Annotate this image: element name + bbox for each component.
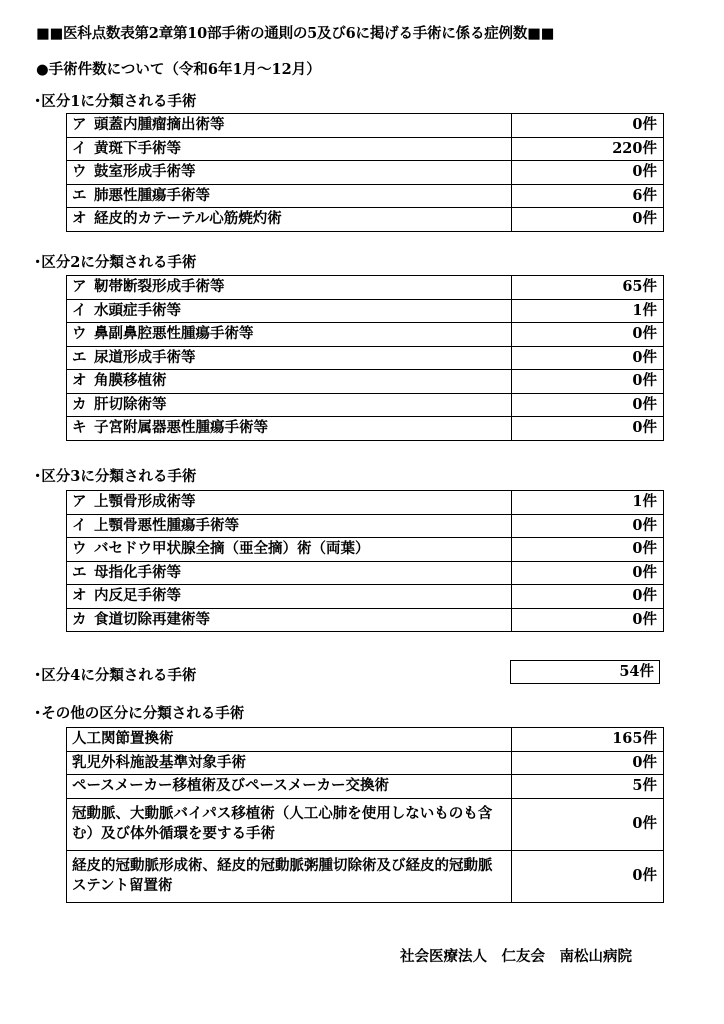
- row-count: 0件: [512, 538, 664, 562]
- row-name: カ 肝切除術等: [67, 393, 512, 417]
- row-name: 人工関節置換術: [67, 728, 512, 752]
- section4-count: 54件: [510, 660, 660, 684]
- row-name: 経皮的冠動脈形成術、経皮的冠動脈粥腫切除術及び経皮的冠動脈ステント留置術: [67, 850, 512, 902]
- other-heading: ･その他の区分に分類される手術: [34, 705, 245, 722]
- row-name: キ 子宮附属器悪性腫瘍手術等: [67, 417, 512, 441]
- table-row: [67, 585, 664, 609]
- row-name: ア 頭蓋内腫瘤摘出術等: [67, 114, 512, 138]
- table-row: [67, 393, 664, 417]
- section1-table: [66, 113, 664, 232]
- table-row: [67, 346, 664, 370]
- row-count: 0件: [512, 370, 664, 394]
- table-row: [67, 775, 664, 799]
- row-count: 0件: [512, 751, 664, 775]
- row-name: イ 水頭症手術等: [67, 299, 512, 323]
- subtitle: ●手術件数について（令和6年1月～12月）: [36, 61, 321, 78]
- page-title: ■■医科点数表第2章第10部手術の通則の5及び6に掲げる手術に係る症例数■■: [36, 25, 555, 42]
- table-row: [67, 417, 664, 441]
- row-name: オ 角膜移植術: [67, 370, 512, 394]
- section2-heading: ･区分2に分類される手術: [34, 254, 197, 271]
- table-row: [67, 276, 664, 300]
- section4-heading: ･区分4に分類される手術: [34, 667, 197, 684]
- table-row: [67, 114, 664, 138]
- table-row: [67, 728, 664, 752]
- row-count: 65件: [512, 276, 664, 300]
- row-name: ウ バセドウ甲状腺全摘（亜全摘）術（両葉）: [67, 538, 512, 562]
- row-name: エ 肺悪性腫瘍手術等: [67, 184, 512, 208]
- row-count: 165件: [512, 728, 664, 752]
- row-name: ア 上顎骨形成術等: [67, 491, 512, 515]
- row-count: 0件: [512, 346, 664, 370]
- row-count: 6件: [512, 184, 664, 208]
- table-row: [67, 538, 664, 562]
- table-row: [67, 491, 664, 515]
- table-row: [67, 751, 664, 775]
- row-count: 0件: [512, 561, 664, 585]
- row-count: 0件: [512, 161, 664, 185]
- row-name: エ 母指化手術等: [67, 561, 512, 585]
- row-name: ウ 鼓室形成手術等: [67, 161, 512, 185]
- table-row: [67, 608, 664, 632]
- row-name: 乳児外科施設基準対象手術: [67, 751, 512, 775]
- row-name: ア 靭帯断裂形成手術等: [67, 276, 512, 300]
- section2-table: [66, 275, 664, 441]
- row-name: ペースメーカー移植術及びペースメーカー交換術: [67, 775, 512, 799]
- section1-heading: ･区分1に分類される手術: [34, 93, 197, 110]
- row-count: 0件: [512, 114, 664, 138]
- row-name: 冠動脈、大動脈バイパス移植術（人工心肺を使用しないものも含む）及び体外循環を要する手術: [67, 798, 512, 850]
- row-count: 0件: [512, 514, 664, 538]
- row-count: 1件: [512, 491, 664, 515]
- row-name: オ 内反足手術等: [67, 585, 512, 609]
- table-row: [67, 798, 664, 850]
- table-row: [67, 850, 664, 902]
- table-row: [67, 184, 664, 208]
- row-count: 0件: [512, 798, 664, 850]
- row-count: 0件: [512, 393, 664, 417]
- row-count: 220件: [512, 137, 664, 161]
- row-count: 0件: [512, 417, 664, 441]
- row-count: 0件: [512, 608, 664, 632]
- table-row: [67, 323, 664, 347]
- row-name: イ 上顎骨悪性腫瘍手術等: [67, 514, 512, 538]
- table-row: [67, 514, 664, 538]
- row-name: カ 食道切除再建術等: [67, 608, 512, 632]
- row-name: ウ 鼻副鼻腔悪性腫瘍手術等: [67, 323, 512, 347]
- table-row: [67, 208, 664, 232]
- footer-organization: 社会医療法人 仁友会 南松山病院: [400, 948, 632, 965]
- table-row: [67, 161, 664, 185]
- section3-table: [66, 490, 664, 632]
- row-name: オ 経皮的カテーテル心筋焼灼術: [67, 208, 512, 232]
- row-count: 0件: [512, 585, 664, 609]
- other-table: [66, 727, 664, 903]
- row-count: 0件: [512, 323, 664, 347]
- row-count: 5件: [512, 775, 664, 799]
- row-count: 1件: [512, 299, 664, 323]
- row-name: エ 尿道形成手術等: [67, 346, 512, 370]
- table-row: [67, 299, 664, 323]
- row-count: 0件: [512, 850, 664, 902]
- table-row: [67, 137, 664, 161]
- table-row: [67, 370, 664, 394]
- section3-heading: ･区分3に分類される手術: [34, 468, 197, 485]
- row-name: イ 黄斑下手術等: [67, 137, 512, 161]
- table-row: [67, 561, 664, 585]
- row-count: 0件: [512, 208, 664, 232]
